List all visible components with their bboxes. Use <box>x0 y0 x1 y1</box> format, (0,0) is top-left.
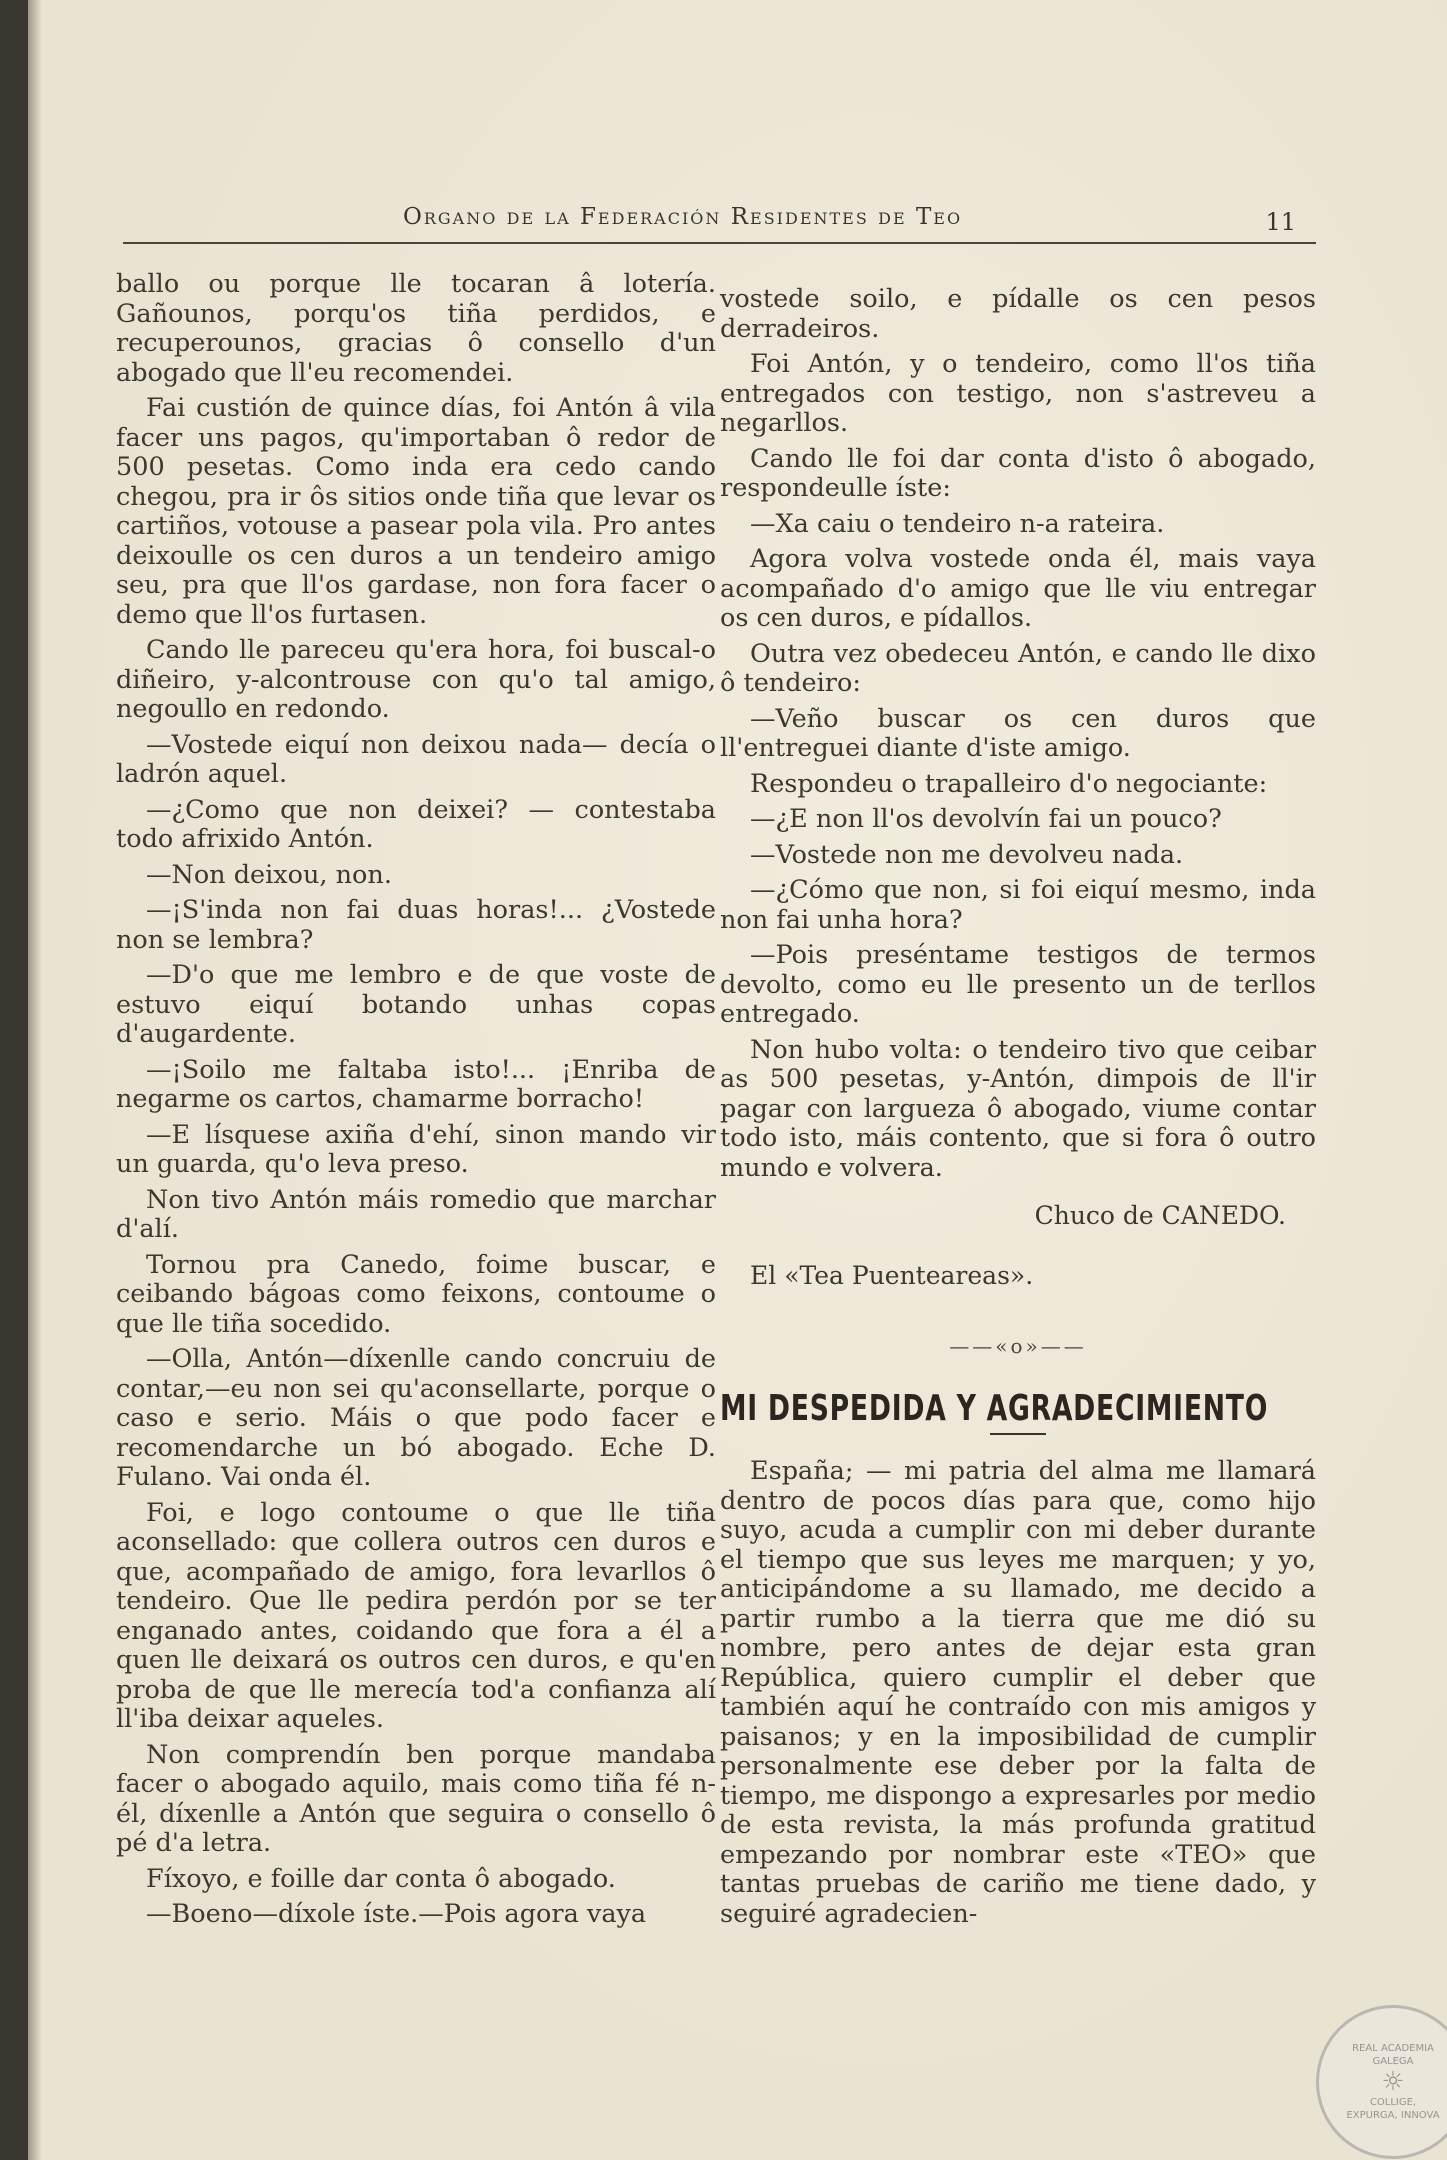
section-ornament: ——«o»—— <box>949 1334 1087 1358</box>
paragraph: Non comprendín ben porque mandaba facer o abogado aquilo, mais como tiña fé n-él, díxenlle a Antón que seguira o consello ô pé d'a letra. <box>116 1739 716 1858</box>
paragraph: —¡S'inda non fai duas horas!... ¿Vostede non se lembra? <box>116 895 716 955</box>
binding-shadow <box>28 0 42 2160</box>
paragraph: —¿Como que non deixei? — contestaba todo afrixido Antón. <box>116 794 716 854</box>
paragraph: ballo ou porque lle tocaran â lotería. Gañounos, porqu'os tiña perdidos, e recuperounos, gracias ô consello d'un abogado que ll'eu recomendei. <box>116 269 716 388</box>
paragraph: —¿Cómo que non, si foi eiquí mesmo, inda non fai unha hora? <box>720 875 1316 935</box>
paragraph: —Non deixou, non. <box>146 859 392 890</box>
right-column <box>720 285 1316 1935</box>
paragraph: —Olla, Antón—díxenlle cando concruiu de contar,—eu non sei qu'aconsellarte, porque o caso e serio. Máis o que podo facer e recomendarche un bó abogado. Eche D. Fulano. Vai onda él. <box>116 1344 716 1492</box>
left-column <box>116 270 716 1936</box>
document-page <box>28 0 1447 2160</box>
library-stamp <box>1316 2005 1447 2159</box>
author-signature: Chuco de CANEDO. <box>1034 1201 1286 1230</box>
paragraph: Outra vez obedeceu Antón, e cando lle dixo ô tendeiro: <box>720 638 1316 698</box>
paragraph: Foi Antón, y o tendeiro, como ll'os tiña entregados con testigo, non s'astreveu a negarllos. <box>720 349 1316 438</box>
paragraph: —Boeno—díxole íste.—Pois agora vaya <box>146 1899 647 1929</box>
paragraph: Fai custión de quince días, foi Antón â vila facer uns pagos, qu'importaban ô redor de 500 pesetas. Como inda era cedo cando chegou, pra ir ôs sitios onde tiña que levar os cartiños, votouse a pasear pola vila. Pro antes deixoulle os cen duros a un tendeiro amigo seu, pra que ll'os gardase, non fora facer o demo que ll'os furtasen. <box>116 393 716 630</box>
paragraph: —Pois preséntame testigos de termos devolto, como eu lle presento un de terllos entregado. <box>720 940 1316 1029</box>
article-body: España; — mi patria del alma me llamará dentro de pocos días para que, como hijo suyo, acuda a cumplir con mi deber durante el tiempo que sus leyes me marquen; y yo, anticipándome a su llamado, me decido a partir rumbo a la tierra que me dió su nombre, pero antes de dejar esta gran República, quiero cumplir el deber que también aquí he contraído con mis amigos y paisanos; y en la imposibilidad de cumplir personalmente ese deber por la falta de tiempo, me dispongo a expresarles por medio de esta revista, la más profunda gratitud empezando por nombrar este «TEO» que tantas pruebas de cariño me tiene dado, y seguiré agradecien- <box>720 1456 1316 1929</box>
paragraph: —Veño buscar os cen duros que ll'entreguei diante d'iste amigo. <box>720 703 1316 763</box>
paragraph: —D'o que me lembro e de que voste de estuvo eiquí botando unhas copas d'augardente. <box>116 960 716 1049</box>
headline-rule <box>990 1433 1046 1435</box>
paragraph: Foi, e logo contoume o que lle tiña aconsellado: que collera outros cen duros e que, acompañado de amigo, fora levarllos ô tendeiro. Que lle pedira perdón por se ter enganado antes, coidando que fora a él a quen lle deixará os outros cen duros, e qu'en proba de que lle merecía tod'a confianza alí ll'iba deixar aqueles. <box>116 1497 716 1734</box>
paragraph: —¿E non ll'os devolvín fai un pouco? <box>750 804 1222 834</box>
stamp-text-top: REAL ACADEMIA GALEGA <box>1352 2043 1434 2067</box>
paragraph: Fíxoyo, e foille dar conta ô abogado. <box>146 1863 616 1894</box>
paragraph: —Xa caiu o tendeiro n-a rateira. <box>750 508 1165 539</box>
page-header <box>123 198 1316 254</box>
paragraph: —¡Soilo me faltaba isto!... ¡Enriba de negarme os cartos, chamarme borracho! <box>116 1054 716 1114</box>
page-number: 11 <box>1265 208 1296 236</box>
article-headline: MI DESPEDIDA Y AGRADECIMIENTO <box>720 1387 1269 1429</box>
paragraph: vostede soilo, e pídalle os cen pesos derradeiros. <box>720 284 1316 344</box>
stamp-text-bottom: COLLIGE, EXPURGA, INNOVA <box>1346 2097 1440 2121</box>
paragraph: Non tivo Antón máis romedio que marchar d'alí. <box>116 1184 716 1244</box>
paragraph: Respondeu o trapalleiro d'o negociante: <box>750 768 1268 799</box>
paragraph: Cando lle foi dar conta d'isto ô abogado, respondeulle íste: <box>720 443 1316 503</box>
paragraph: Cando lle pareceu qu'era hora, foi buscal-o diñeiro, y-alcontrouse con qu'o tal amigo, negoullo en redondo. <box>116 635 716 724</box>
paragraph: Agora volva vostede onda él, mais vaya acompañado d'o amigo que lle viu entregar os cen duros, e pídallos. <box>720 544 1316 633</box>
paragraph: Non hubo volta: o tendeiro tivo que ceibar as 500 pesetas, y-Antón, dimpois de ll'ir pagar con largueza ô abogado, viume contar todo isto, máis contento, que si fora ô outro mundo e volvera. <box>720 1034 1316 1183</box>
paragraph: Tornou pra Canedo, foime buscar, e ceibando bágoas como feixons, contoume o que lle tiña socedido. <box>116 1249 716 1339</box>
sun-icon: ☼ <box>1381 2067 1405 2097</box>
paragraph: —Vostede eiquí non deixou nada— decía o ladrón aquel. <box>116 729 716 789</box>
paragraph: —Vostede non me devolveu nada. <box>750 839 1184 870</box>
paragraph: —E lísquese axiña d'ehí, sinon mando vir un guarda, qu'o leva preso. <box>116 1119 716 1179</box>
header-title: Organo de la Federación Residentes de Teo <box>403 204 963 230</box>
header-rule <box>123 242 1316 244</box>
source-credit: El «Tea Puenteareas». <box>750 1260 1034 1290</box>
